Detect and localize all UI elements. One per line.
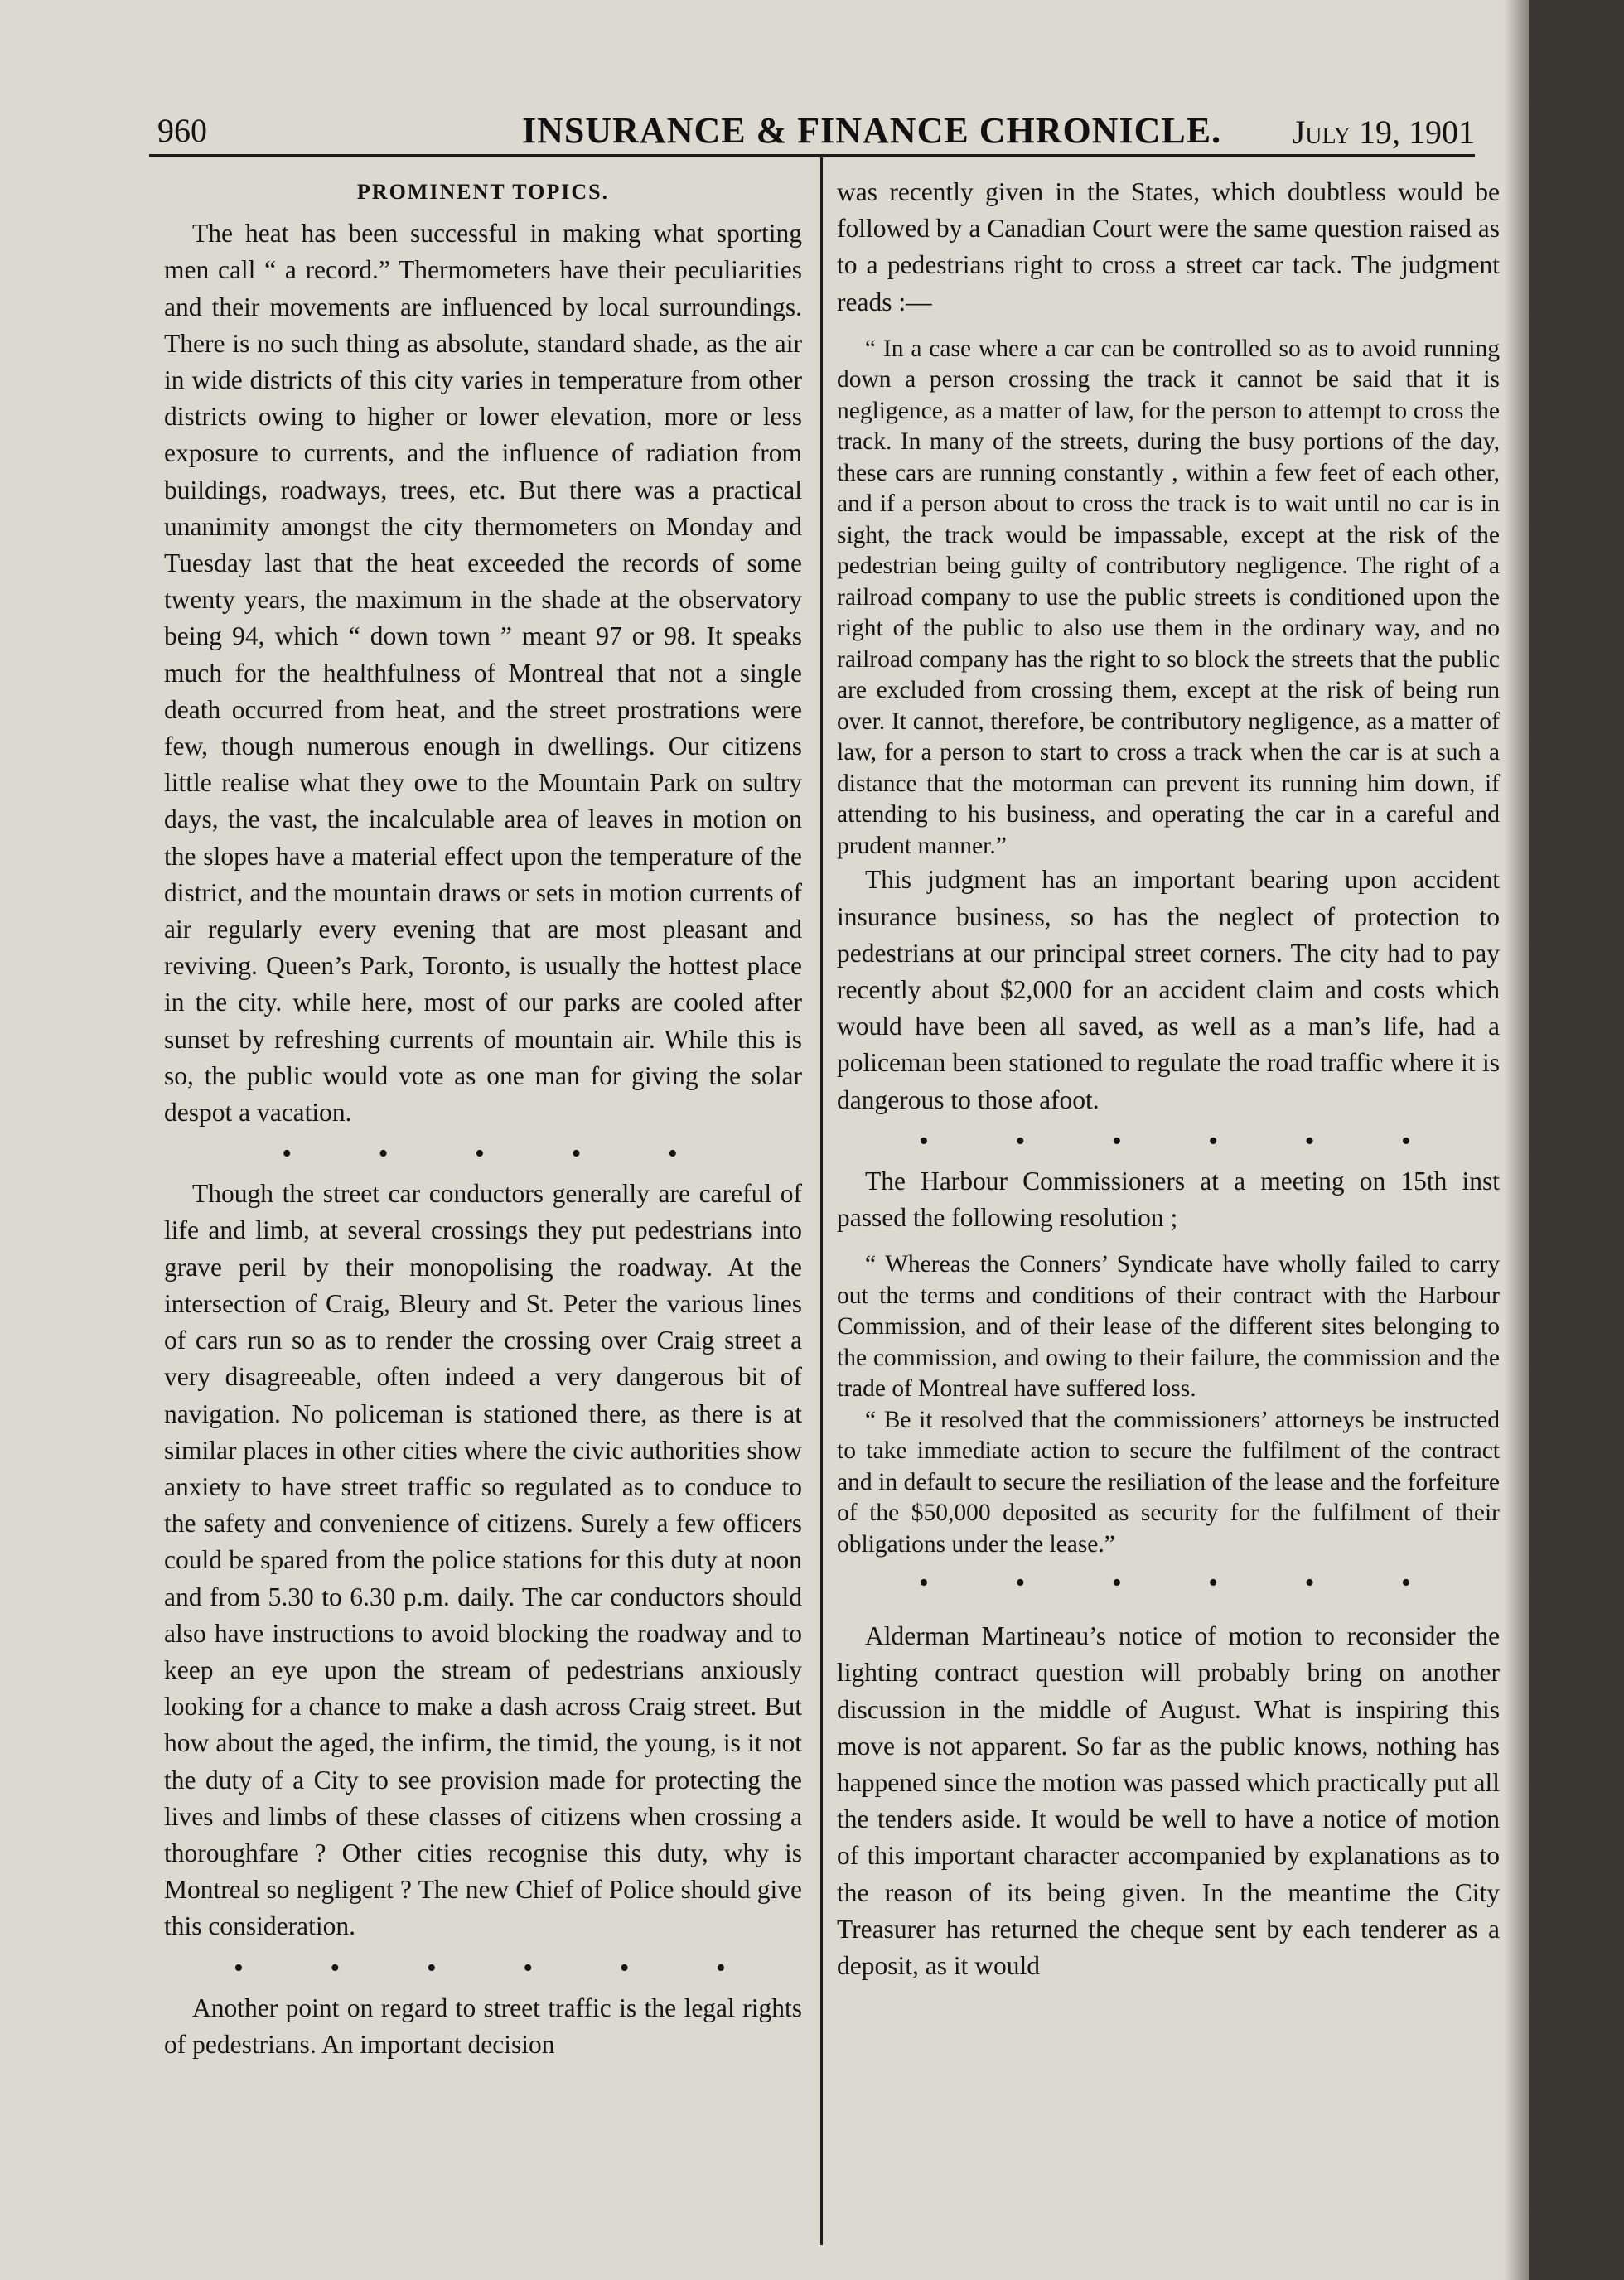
harbour-paragraph: The Harbour Commissioners at a meeting on 15th inst passed the following resolution ;: [837, 1166, 1500, 1232]
header-rule: [149, 154, 1475, 157]
resolution-resolved: “ Be it resolved that the commissioners’ attorneys be instructed to take immediate action to secure the fulfilment of the contract and in default to secure the resiliation of the lease and the forfeiture of the $50,000 deposited as security for the fulfilment of their obligations under the lease.”: [837, 1406, 1500, 1558]
section-separator: • • • • • •: [234, 1952, 766, 1983]
section-separator: • • • • •: [282, 1138, 718, 1170]
section-heading: PROMINENT TOPICS.: [356, 180, 610, 204]
left-column: [164, 174, 802, 2063]
right-column: [837, 174, 1500, 1984]
resolution-whereas: “ Whereas the Conners’ Syndicate have wholly failed to carry out the terms and conditions of their contract with the Harbour Commission, and of their lease of the different sites belonging to the commission, and owing to their failure, the commission and the trade of Montreal have suffered loss.: [837, 1251, 1500, 1403]
issue-date: July 19, 1901: [1292, 114, 1475, 151]
heat-paragraph: The heat has been successful in making what sporting men call “ a record.” Thermometers have their peculiarities and their movements are influenced by local surroundings. There is no such thing as absolute, standard shade, as the air in wide districts of this city varies in temperature from other districts owing to higher or lower elevation, more or less exposure to currents, and the influence of radiation from buildings, roadways, trees, etc. But there was a practical unanimity amongst the city thermometers on Monday and Tuesday last that the heat exceeded the records of some twenty years, the maximum in the shade at the observatory being 94, which “ down town ” meant 97 or 98. It speaks much for the healthfulness of Montreal that not a single death occurred from heat, and the street prostrations were few, though numerous enough in dwellings. Our citizens little realise what they owe to the Mountain Park on sultry days, the vast, the incalculable area of leaves in motion on the slopes have a material effect upon the temperature of the district, and the mountain draws or sets in motion currents of air regularly every evening that are most pleasant and reviving. Queen’s Park, Toronto, is usually the hottest place in the city. while here, most of our parks are cooled after sunset by refreshing currents of mountain air. While this is so, the public would vote as one man for giving the solar despot a vacation.: [164, 219, 802, 1128]
judgment-quote: “ In a case where a car can be controlled so as to avoid running down a person crossing the track it cannot be said that it is negligence, as a matter of law, for the person to attempt to cross the track. In many of the streets, during the busy portions of the day, these cars are running constantly , within a few feet of each other, and if a person about to cross the track is to wait until no car is in sight, the track would be impassable, except at the risk of the pedestrian being guilty of contributory negligence. The right of a railroad company to use the public streets is conditioned upon the right of the public to also use them in the ordinary way, and no railroad company has the right to so block the streets that the public are excluded from crossing them, except at the risk of being run over. It cannot, therefore, be contributory negligence, as a matter of law, for a person to start to cross a track when the car is at such a distance that the motorman can prevent its running him down, if attending to his business, and operating the car in a careful and prudent manner.”: [837, 335, 1500, 859]
pedestrian-rights-paragraph: Another point on regard to street traffic is the legal rights of pedestrians. An important decision: [164, 1993, 802, 2059]
section-separator: • • • • • •: [919, 1125, 1451, 1157]
insurance-bearing-paragraph: This judgment has an important bearing upon accident insurance business, so has the neglect of protection to pedestrians at our principal street corners. The city had to pay recently about $2,000 for an accident claim and costs which would have been all saved, as well as a man’s life, had a policeman been stationed to regulate the road traffic where it is dangerous to those afoot.: [837, 865, 1500, 1114]
street-car-paragraph: Though the street car conductors generally are careful of life and limb, at several crossings they put pedestrians into grave peril by their monopolising the roadway. At the intersection of Craig, Bleury and St. Peter the various lines of cars run so as to render the crossing over Craig street a very disagreeable, often indeed a very dangerous bit of navigation. No policeman is stationed there, as there is at similar places in other cities where the civic authorities show anxiety to have street traffic so regulated as to conduce to the safety and convenience of citizens. Surely a few officers could be spared from the police stations for this duty at noon and from 5.30 to 6.30 p.m. daily. The car conductors should also have instructions to avoid blocking the roadway and to keep an eye upon the stream of pedestrians anxiously looking for a chance to make a dash across Craig street. But how about the aged, the infirm, the timid, the young, is it not the duty of a City to see provision made for protecting the lives and limbs of these classes of citizens when crossing a thoroughfare ? Other cities recognise this duty, why is Montreal so negligent ? The new Chief of Police should give this consideration.: [164, 1179, 802, 1941]
section-separator: • • • • • •: [919, 1568, 1451, 1599]
publication-title: INSURANCE & FINANCE CHRONICLE.: [522, 110, 1222, 151]
lighting-contract-paragraph: Alderman Martineau’s notice of motion to reconsider the lighting contract question will probably bring on another discussion in the middle of August. What is inspiring this move is not apparent. So far as the public knows, nothing has happened since the motion was passed which practically put all the tenders aside. It would be well to have a notice of motion of this important character accompanied by explanations as to the reason of its being given. In the meantime the City Treasurer has returned the cheque sent by each tenderer as a deposit, as it would: [837, 1621, 1500, 1980]
decision-continuation: was recently given in the States, which doubtless would be followed by a Canadian Court were the same question raised as to a pedestrians right to cross a street car tack. The judgment reads :—: [837, 177, 1500, 316]
column-divider: [820, 157, 823, 2245]
page-number: 960: [157, 112, 207, 149]
